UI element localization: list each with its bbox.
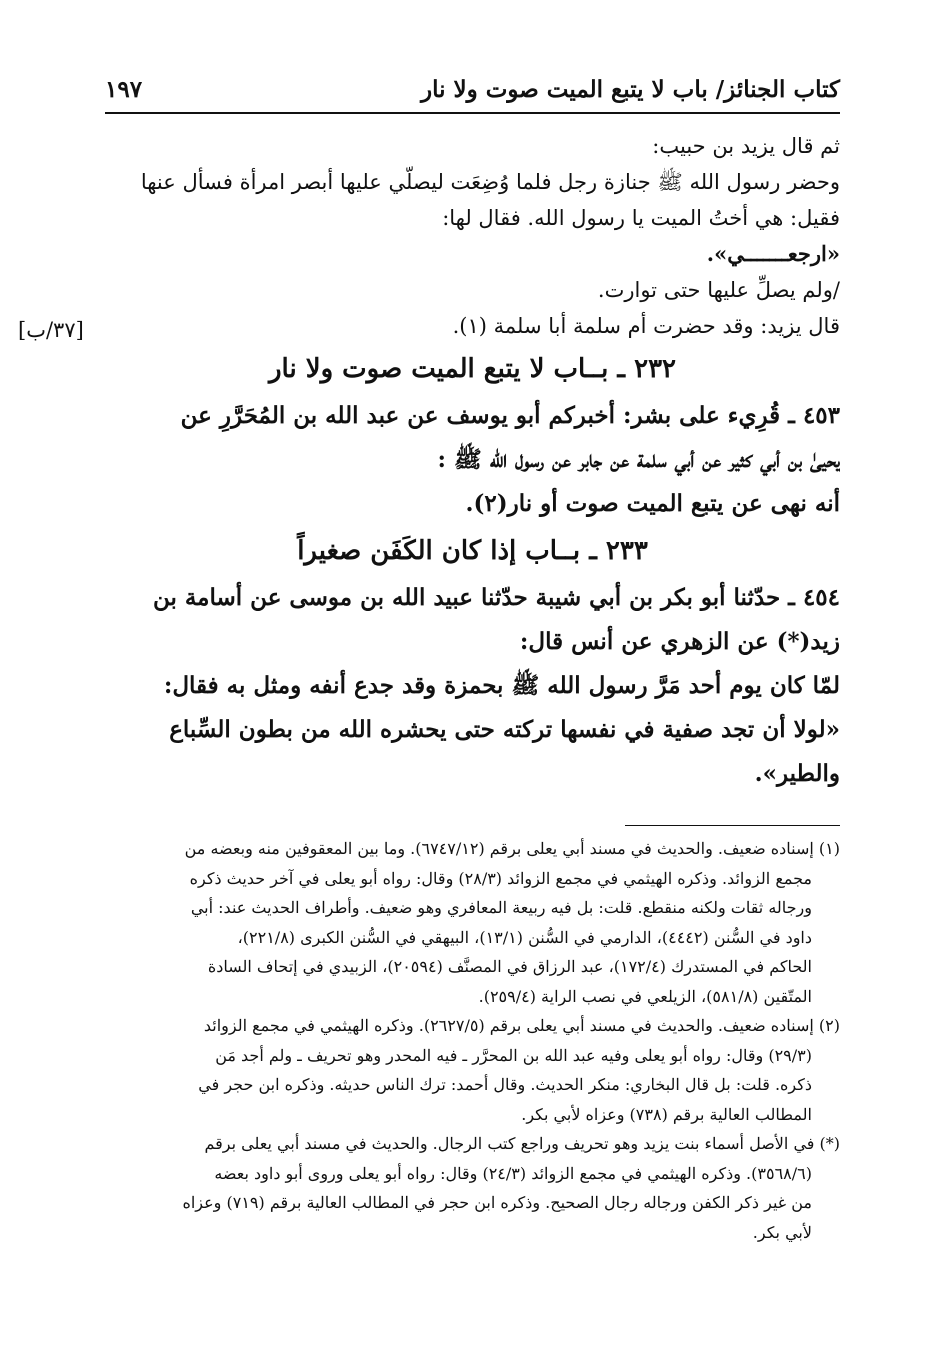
footnote-line: الحاكم في المستدرك (١٧٢/٤)، عبد الرزاق في المصنَّف (٢٠٥٩٤)، الزبيدي في إتحاف السادة (207, 957, 812, 976)
page-header (105, 70, 840, 114)
hadith-line: «لولا أن تجد صفية في نفسها تركته حتى يحشره الله من بطون السِّباع (169, 716, 840, 743)
footnote-line: (١) إسناده ضعيف. والحديث في مسند أبي يعلى برقم (٦٧٤٧/١٢). وما بين المعقوفين منه وبعضه من (184, 839, 840, 858)
text-line: فقيل: هي أختُ الميت يا رسول الله. فقال لها: (442, 206, 840, 230)
footnote-line: داود في السُّنن (٤٤٤٢)، الدارمي في السُّنن (١٣/١)، البيهقي في السُّنن الكبرى (٢٢١/٨)، (237, 927, 812, 947)
chapter-heading: ٢٣٢ ـ بــاب لا يتبع الميت صوت ولا نار (268, 354, 677, 384)
footnote-line: المتّقين (٥٨١/٨)، الزيلعي في نصب الراية (٢٥٩/٤). (478, 986, 812, 1006)
footnote-line: (٢٩/٣) وقال: رواه أبو يعلى وفيه عبد الله بن المحرَّر ـ فيه المحدر وهو تحريف ـ ولم أجد مَن (215, 1045, 812, 1065)
footnote-line: المطالب العالية برقم (٧٣٨) وعزاه لأبي بكر. (521, 1104, 812, 1124)
hadith-line: أنه نهى عن يتبع الميت صوت أو نار(٢). (465, 490, 840, 517)
hadith-line: لمّا كان يوم أحد مَرَّ رسول الله ﷺ بحمزة وقد جدع أنفه ومثل به فقال: (163, 672, 840, 699)
text-line: قال يزيد: وقد حضرت أم سلمة أبا سلمة (١). (452, 314, 840, 338)
footnote-line: ورجاله ثقات ولكنه منقطع. قلت: بل فيه ربيعة المعافري وهو ضعيف. وأطراف الحديث عند: أبي (190, 898, 812, 917)
hadith-line: ٤٥٤ ـ حدّثنا أبو بكر بن أبي شيبة حدّثنا عبيد الله بن موسى عن أسامة بن (152, 584, 840, 611)
footnote-line: مجمع الزوائد. وذكره الهيثمي في مجمع الزوائد (٢٨/٣) وقال: رواه أبو يعلى في آخر حديث ذكره (189, 868, 812, 888)
hadith-line: يحيىٰ بن أبي كثير عن أبي سلمة عن جابر عن رسول الله ﷺ : (437, 446, 840, 473)
hadith-line: ٤٥٣ ـ قُرِيء على بشر: أخبركم أبو يوسف عن عبد الله بن المُحَرَّرِ عن (180, 402, 840, 429)
footnote-line: (٢) إسناده ضعيف. والحديث في مسند أبي يعلى برقم (٢٦٢٧/٥). وذكره الهيثمي في مجمع الزوائد (203, 1016, 840, 1035)
text-line: «ارجعـــــــي». (706, 241, 840, 266)
footnote-line: لأبي بكر. (752, 1222, 812, 1242)
page-number: ١٩٧ (105, 76, 143, 103)
chapter-heading: ٢٣٣ ـ بــاب إذا كان الكَفَن صغيراً (297, 536, 648, 566)
manuscript-folio-marker: [٣٧/ب] (18, 318, 84, 342)
footnotes (105, 834, 840, 1247)
footnote-separator (625, 825, 840, 826)
main-text (105, 128, 840, 796)
hadith-line: والطير». (754, 760, 840, 787)
footnote-line: ذكره. قلت: بل قال البخاري: منكر الحديث. وقال أحمد: ترك الناس حديثه. وذكره ابن حجر في (198, 1075, 812, 1094)
text-line: وحضر رسول الله ﷺ جنازة رجل فلما وُضِعَت ليصلّي عليها أبصر امرأة فسأل عنها (140, 170, 840, 194)
footnote-line: من غير ذكر الكفن ورجاله رجال الصحيح. وذكره ابن حجر في المطالب العالية برقم (٧١٩) وعزاه (182, 1193, 812, 1212)
text-line: /ولم يصلِّ عليها حتى توارت. (597, 278, 840, 302)
text-line: ثم قال يزيد بن حبيب: (652, 134, 840, 158)
footnote-line: (*) في الأصل أسماء بنت يزيد وهو تحريف وراجع كتب الرجال. والحديث في مسند أبي يعلى برقم (204, 1134, 840, 1153)
hadith-line: زيد(*) عن الزهري عن أنس قال: (519, 628, 840, 655)
footnote-line: (٣٥٦٨/٦). وذكره الهيثمي في مجمع الزوائد (٢٤/٣) وقال: رواه أبو يعلى وروى أبو داود بعضه (214, 1163, 812, 1183)
running-title: كتاب الجنائز/ باب لا يتبع الميت صوت ولا نار (420, 76, 840, 103)
